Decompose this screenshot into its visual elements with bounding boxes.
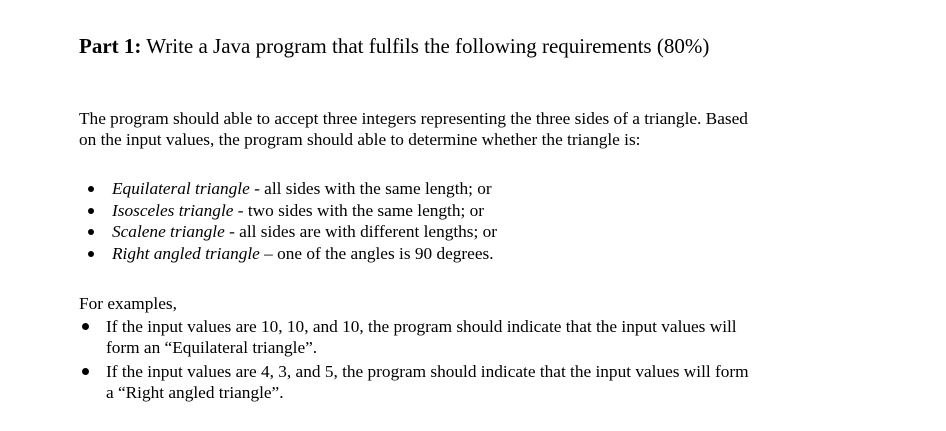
list-item — [0, 243, 497, 265]
examples-heading: For examples, — [79, 294, 177, 313]
list-item — [0, 178, 497, 200]
bullet-icon — [82, 323, 89, 330]
list-item — [0, 221, 497, 243]
examples-list — [0, 316, 749, 406]
type-term: Right angled triangle — [112, 243, 260, 263]
bullet-icon — [88, 251, 94, 257]
type-term: Equilateral triangle — [112, 179, 250, 198]
list-item — [0, 361, 749, 403]
part-heading — [79, 33, 709, 59]
type-description: - all sides with the same length; or — [249, 179, 492, 198]
intro-paragraph — [79, 108, 879, 150]
example-line: If the input values are 10, 10, and 10, the program should indicate that the input values will — [106, 317, 737, 336]
bullet-icon — [88, 229, 94, 235]
example-line: If the input values are 4, 3, and 5, the program should indicate that the input values will form — [106, 362, 749, 381]
bullet-icon — [82, 368, 89, 375]
triangle-types-list — [0, 178, 497, 264]
list-item — [0, 316, 749, 358]
bullet-icon — [88, 186, 94, 192]
example-line: a “Right angled triangle”. — [106, 383, 284, 402]
intro-line: on the input values, the program should able to determine whether the triangle is: — [79, 130, 641, 149]
type-description: - two sides with the same length; or — [233, 200, 484, 220]
type-term: Isosceles triangle — [112, 200, 234, 220]
example-line: form an “Equilateral triangle”. — [106, 338, 318, 357]
part-title: Write a Java program that fulfils the following requirements (80%) — [141, 34, 710, 58]
bullet-icon — [88, 208, 94, 214]
type-description: – one of the angles is 90 degrees. — [259, 243, 494, 263]
type-term: Scalene triangle — [112, 222, 225, 241]
list-item — [0, 200, 497, 222]
intro-line: The program should able to accept three integers representing the three sides of a triangle. Based — [79, 109, 748, 128]
type-description: - all sides are with different lengths; or — [224, 222, 498, 241]
part-label: Part 1: — [79, 34, 142, 58]
